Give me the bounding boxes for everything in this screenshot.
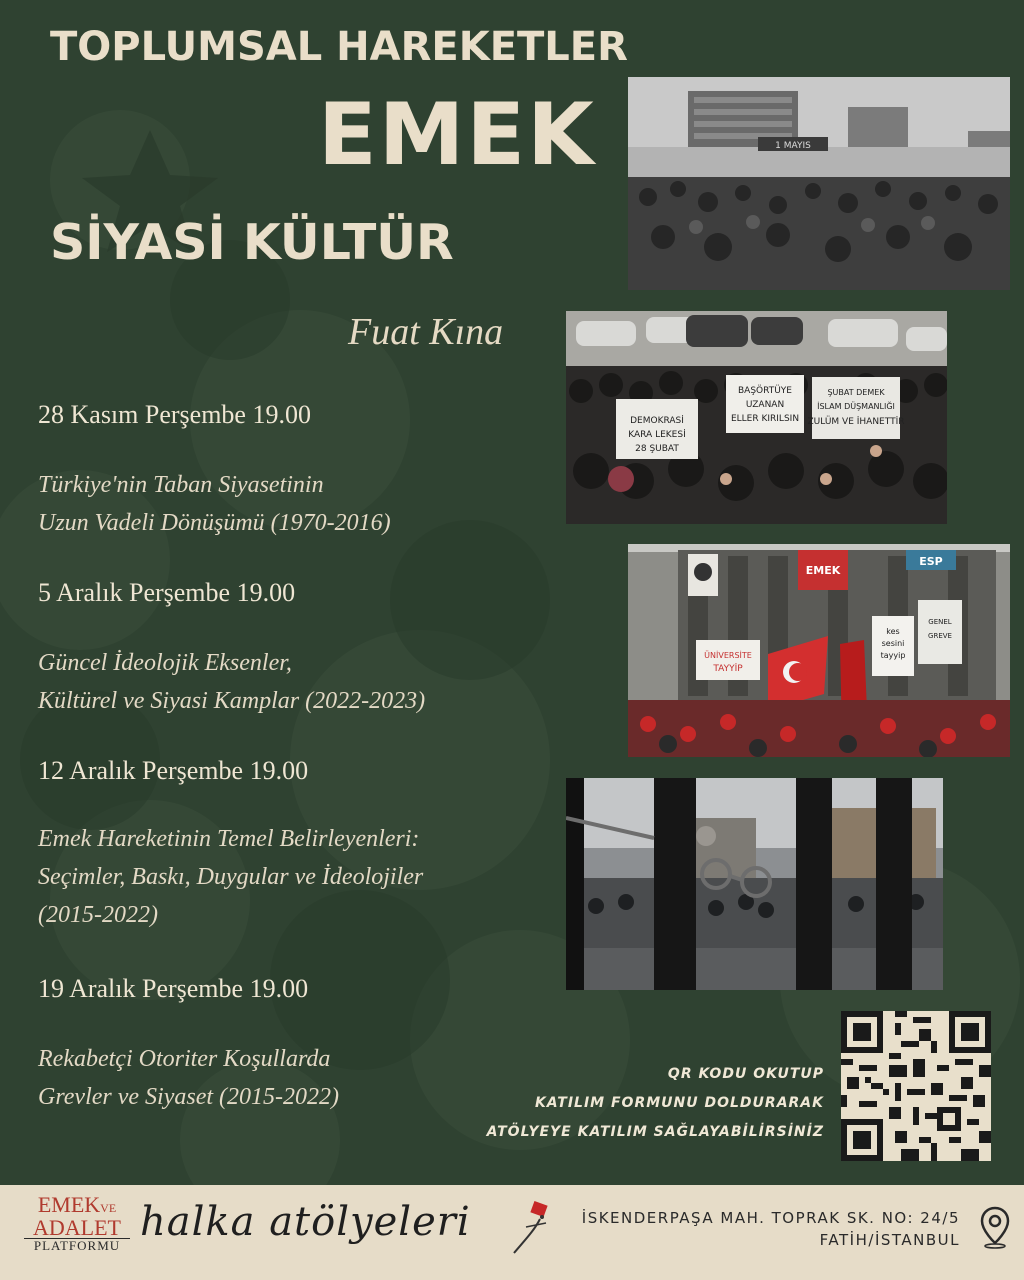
svg-text:ŞUBAT DEMEK: ŞUBAT DEMEK — [827, 388, 885, 397]
title-bottom: SİYASİ KÜLTÜR — [50, 214, 454, 271]
may-day-banner: 1 MAYIS — [775, 141, 811, 151]
session-3-date: 12 Aralık Perşembe 19.00 — [38, 756, 309, 785]
svg-text:ZULÜM VE İHANETTİR: ZULÜM VE İHANETTİR — [807, 417, 905, 427]
topic-line: Türkiye'nin Taban Siyasetinin — [38, 472, 324, 498]
svg-text:DEMOKRASİ: DEMOKRASİ — [630, 416, 684, 426]
topic-line: Emek Hareketinin Temel Belirleyenleri: — [38, 826, 420, 852]
svg-text:kes: kes — [886, 627, 900, 636]
emek-adalet-logo — [24, 1192, 130, 1259]
session-1-topic — [38, 466, 391, 542]
brand-name: halka atölyeleri — [140, 1199, 471, 1245]
photo-banners-flags — [628, 544, 1010, 757]
session-4-topic — [38, 1040, 339, 1116]
svg-text:GENEL: GENEL — [928, 618, 952, 626]
svg-text:ESP: ESP — [919, 555, 943, 568]
topic-line: Kültürel ve Siyasi Kamplar (2022-2023) — [38, 688, 426, 714]
session-2-topic — [38, 644, 425, 720]
logo-ve: VE — [100, 1201, 117, 1215]
topic-line: Seçimler, Baskı, Duygular ve İdeolojiler — [38, 864, 424, 890]
address-line-1: İSKENDERPAŞA MAH. TOPRAK SK. NO: 24/5 — [581, 1209, 960, 1227]
title-top: TOPLUMSAL HAREKETLER — [50, 24, 628, 70]
topic-line: Uzun Vadeli Dönüşümü (1970-2016) — [38, 510, 391, 536]
author-name: Fuat Kına — [348, 311, 504, 353]
qr-line: ATÖLYEYE KATILIM SAĞLAYABİLİRSİNİZ — [486, 1124, 824, 1140]
svg-text:GREVE: GREVE — [928, 632, 952, 640]
title-main: EMEK — [318, 85, 596, 185]
address-line-2: FATİH/İSTANBUL — [819, 1231, 960, 1249]
ribbon-dancer-icon — [506, 1197, 556, 1257]
session-4-date: 19 Aralık Perşembe 19.00 — [38, 974, 309, 1003]
logo-platformu: PLATFORMU — [24, 1238, 130, 1253]
svg-text:ÜNİVERSİTE: ÜNİVERSİTE — [704, 651, 752, 660]
session-3-topic — [38, 820, 423, 934]
photo-may-day-crowd — [628, 77, 1010, 290]
logo-adalet: ADALET — [33, 1215, 121, 1240]
svg-text:İSLAM DÜŞMANLIĞI: İSLAM DÜŞMANLIĞI — [817, 402, 895, 411]
qr-line: KATILIM FORMUNU DOLDURARAK — [534, 1095, 824, 1111]
photo-handcuffs-bars — [566, 778, 943, 990]
session-2-date: 5 Aralık Perşembe 19.00 — [38, 578, 296, 607]
logo-emek: EMEK — [37, 1192, 101, 1217]
svg-text:BAŞÖRTÜYE: BAŞÖRTÜYE — [738, 386, 792, 396]
topic-line: Güncel İdeolojik Eksenler, — [38, 650, 292, 676]
svg-text:KARA LEKESİ: KARA LEKESİ — [628, 430, 686, 440]
topic-line: Grevler ve Siyaset (2015-2022) — [38, 1084, 340, 1110]
session-1-date: 28 Kasım Perşembe 19.00 — [38, 400, 311, 429]
svg-text:tayyip: tayyip — [880, 651, 906, 660]
photo-headscarf-protest — [566, 311, 947, 524]
svg-text:sesini: sesini — [881, 639, 905, 648]
svg-text:28 ŞUBAT: 28 ŞUBAT — [635, 444, 679, 454]
qr-code[interactable] — [841, 1011, 991, 1161]
footer-bar — [0, 1185, 1024, 1280]
svg-text:EMEK: EMEK — [805, 564, 841, 577]
address — [582, 1207, 960, 1251]
svg-text:TAYYİP: TAYYİP — [713, 664, 743, 674]
location-pin-icon — [978, 1205, 1012, 1249]
qr-instructions — [487, 1060, 824, 1147]
svg-text:ELLER KIRILSIN: ELLER KIRILSIN — [730, 414, 800, 424]
svg-text:UZANAN: UZANAN — [745, 400, 785, 410]
topic-line: Rekabetçi Otoriter Koşullarda — [38, 1046, 331, 1072]
topic-line: (2015-2022) — [38, 902, 158, 928]
qr-line: QR KODU OKUTUP — [667, 1066, 824, 1082]
